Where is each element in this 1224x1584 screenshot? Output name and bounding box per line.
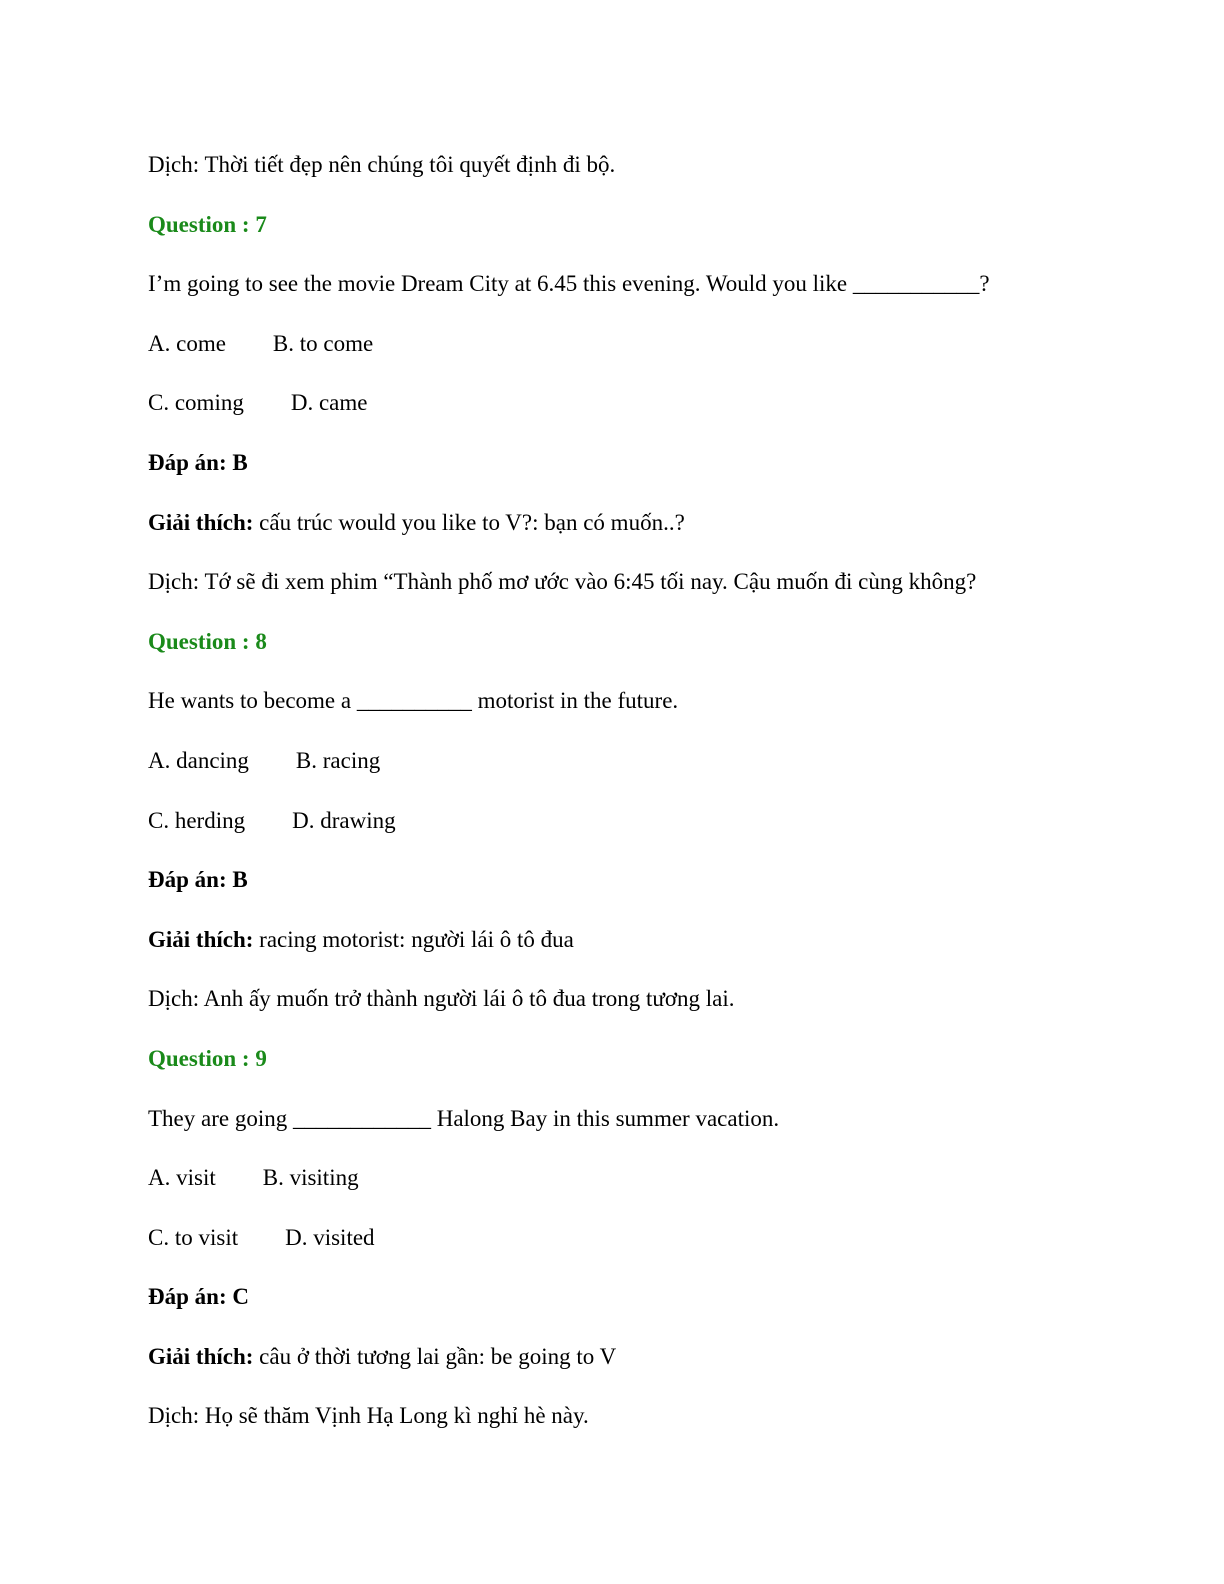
explanation-line — [148, 1342, 1108, 1372]
translation-text: Anh ấy muốn trở thành người lái ô tô đua trong tương lai. — [199, 986, 735, 1012]
explanation-text: câu ở thời tương lai gần: be going to V — [253, 1343, 617, 1369]
explanation-text: racing motorist: người lái ô tô đua — [253, 926, 574, 952]
translation-label: Dịch: — [148, 569, 200, 595]
option-b: B. to come — [272, 330, 374, 356]
translation-label: Dịch: — [148, 152, 200, 177]
option-d: D. visited — [285, 1224, 375, 1250]
question-prompt: They are going ____________ Halong Bay in this summer vacation. — [148, 1105, 780, 1131]
translation-line — [148, 1401, 1108, 1431]
explanation-label: Giải thích: — [148, 1343, 254, 1369]
options-row-ab — [148, 746, 1108, 776]
translation-label: Dịch: — [148, 1403, 200, 1429]
explanation-label: Giải thích: — [148, 926, 254, 952]
options-row-ab — [148, 329, 1108, 359]
option-d: D. drawing — [292, 807, 396, 833]
option-b: B. visiting — [262, 1165, 359, 1191]
question-prompt: I’m going to see the movie Dream City at 6.45 this evening. Would you like ___________? — [148, 271, 990, 297]
option-a: A. dancing — [148, 747, 249, 773]
option-c: C. herding — [148, 807, 246, 833]
options-row-cd — [148, 806, 1108, 836]
translation-text: Thời tiết đẹp nên chúng tôi quyết định đi bộ. — [199, 152, 616, 177]
question-title: Question : 8 — [148, 628, 267, 654]
option-c: C. to visit — [148, 1224, 239, 1250]
document-body — [148, 150, 1108, 1461]
question-prompt: He wants to become a __________ motorist in the future. — [148, 688, 679, 714]
explanation-line — [148, 925, 1108, 955]
option-b: B. racing — [295, 747, 381, 773]
option-d: D. came — [290, 390, 368, 416]
explanation-text: cấu trúc would you like to V?: bạn có muốn..? — [253, 509, 685, 535]
intro-translation — [148, 150, 1108, 180]
explanation-label: Giải thích: — [148, 509, 254, 535]
option-a: A. come — [148, 330, 226, 356]
translation-line — [148, 984, 1108, 1014]
explanation-line — [148, 508, 1108, 538]
answer-line: Đáp án: C — [148, 1284, 249, 1310]
question-title: Question : 7 — [148, 211, 267, 237]
translation-line — [148, 567, 1108, 597]
options-row-cd — [148, 1223, 1108, 1253]
translation-label: Dịch: — [148, 986, 200, 1012]
option-a: A. visit — [148, 1165, 216, 1191]
answer-line: Đáp án: B — [148, 867, 248, 893]
translation-text: Tớ sẽ đi xem phim “Thành phố mơ ước vào 6:45 tối nay. Cậu muốn đi cùng không? — [199, 569, 977, 595]
options-row-ab — [148, 1163, 1108, 1193]
answer-line: Đáp án: B — [148, 449, 248, 475]
options-row-cd — [148, 388, 1108, 418]
option-c: C. coming — [148, 390, 244, 416]
translation-text: Họ sẽ thăm Vịnh Hạ Long kì nghỉ hè này. — [199, 1403, 589, 1429]
question-title: Question : 9 — [148, 1045, 267, 1071]
